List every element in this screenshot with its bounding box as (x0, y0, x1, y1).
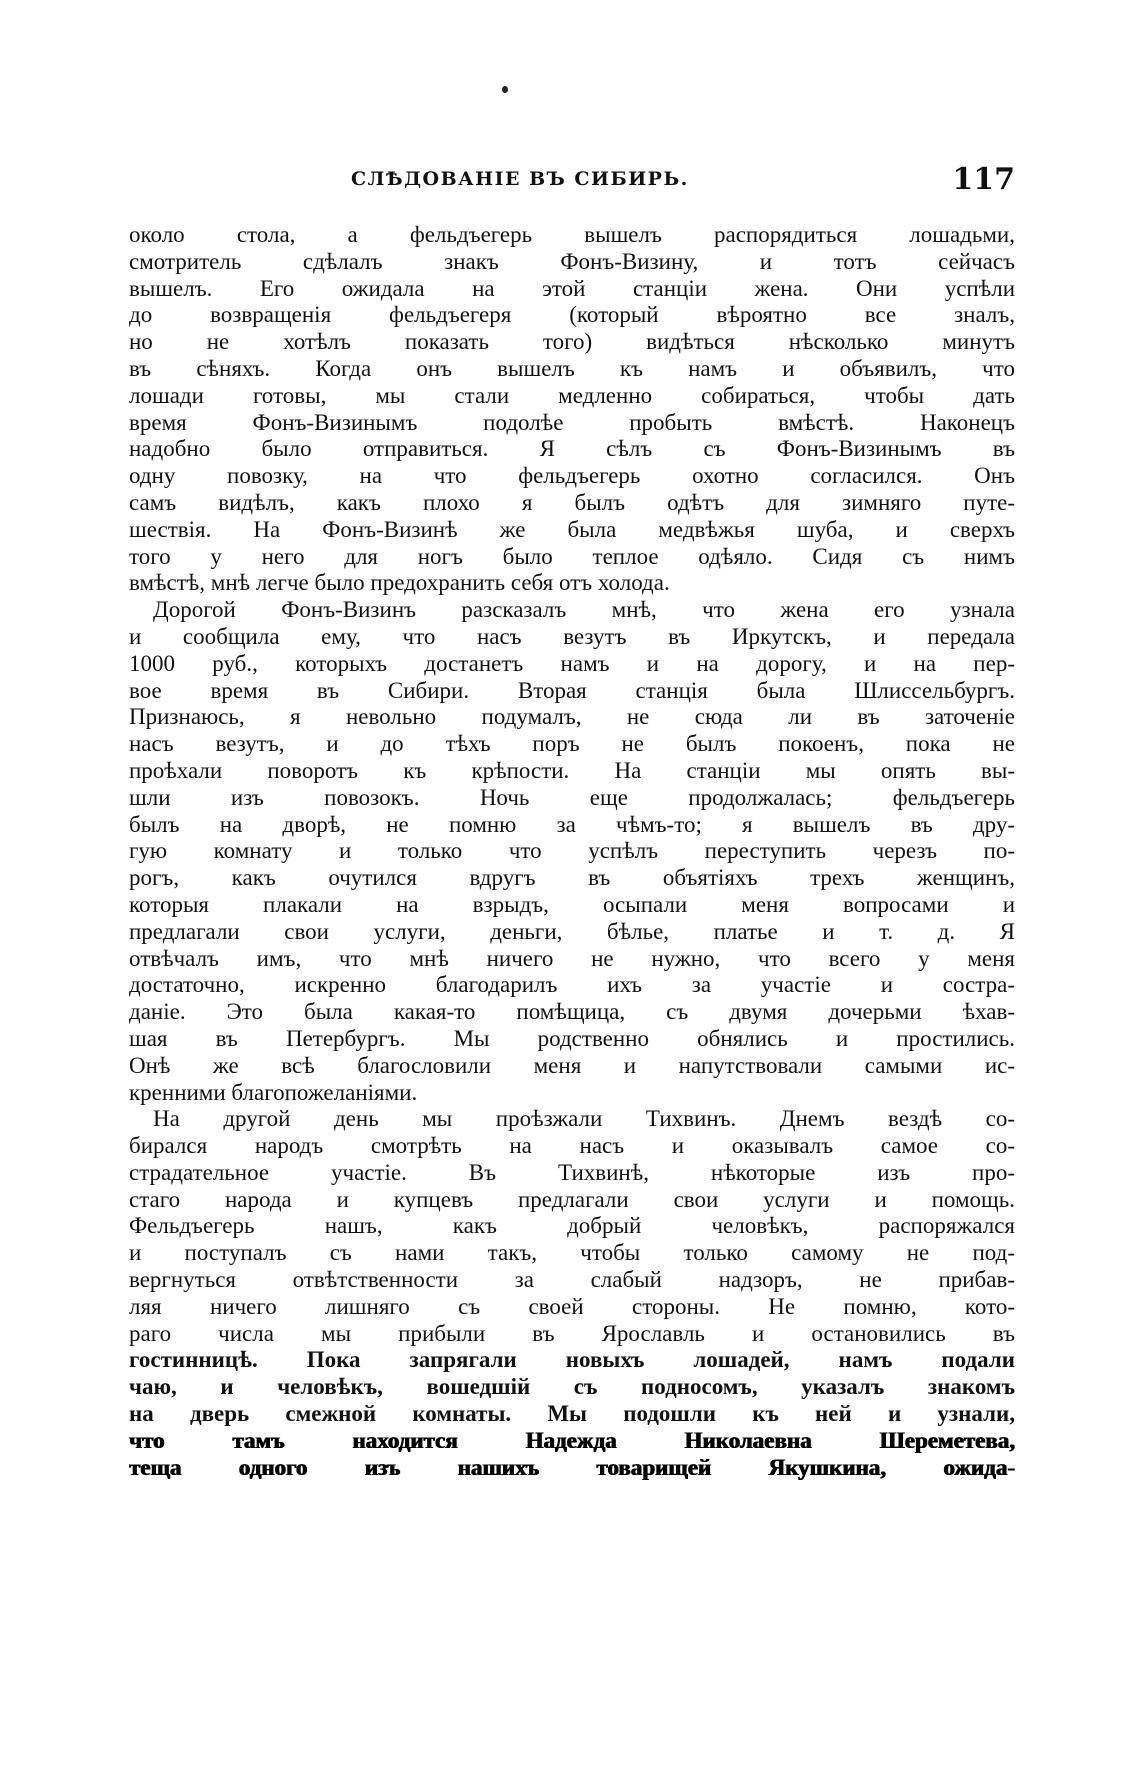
text-line: самъ видѣлъ, какъ плохо я былъ одѣтъ для зимняго путе- (129, 489, 1015, 515)
text-line: бирался народъ смотрѣть на насъ и оказывалъ самое со- (129, 1133, 1015, 1159)
text-line: и сообщила ему, что насъ везутъ въ Иркутскъ, и передала (129, 623, 1015, 649)
text-line: шли изъ повозокъ. Ночь еще продолжалась; фельдъегерь (129, 784, 1015, 810)
text-line: теща одного изъ нашихъ товарищей Якушкина, ожида- (129, 1454, 1015, 1480)
text-line: около стола, а фельдъегерь вышелъ распорядиться лошадьми, (129, 222, 1015, 247)
running-title: СЛѢДОВАНІЕ ВЪ СИБИРЬ. (351, 168, 689, 190)
text-line: вмѣстѣ, мнѣ легче было предохранить себя отъ холода. (129, 570, 670, 596)
text-line: стаго народа и купцевъ предлагали свои услуги и помощь. (129, 1186, 1015, 1212)
text-line: что тамъ находится Надежда Николаевна Шереметева, (129, 1427, 1015, 1453)
text-line: даніе. Это была какая-то помѣщица, съ двумя дочерьми ѣхав- (129, 999, 1015, 1025)
text-line: раго числа мы прибыли въ Ярославль и остановились въ (129, 1320, 1015, 1346)
text-line: ляя ничего лишняго съ своей стороны. Не помню, кото- (129, 1293, 1015, 1319)
text-line: Онѣ же всѣ благословили меня и напутствовали самыми ис- (129, 1052, 1015, 1078)
text-line: которыя плакали на взрыдъ, осыпали меня вопросами и (129, 891, 1015, 917)
text-line: страдательное участіе. Въ Тихвинѣ, нѣкоторые изъ про- (129, 1159, 1015, 1185)
text-line: проѣхали поворотъ къ крѣпости. На станціи мы опять вы- (129, 757, 1015, 783)
text-line: вергнуться отвѣтственности за слабый надзоръ, не прибав- (129, 1267, 1015, 1293)
text-line: шествія. На Фонъ-Визинѣ же была медвѣжья шуба, и сверхъ (129, 516, 1015, 542)
text-line: и поступалъ съ нами такъ, чтобы только самому не под- (129, 1240, 1015, 1266)
text-line: кренними благопожеланіями. (129, 1079, 418, 1105)
paragraph (129, 1106, 1015, 1481)
text-line: Фельдъегерь нашъ, какъ добрый человѣкъ, распоряжался (129, 1213, 1015, 1239)
text-line: 1000 руб., которыхъ достанетъ намъ и на дорогу, и на пер- (129, 650, 1015, 676)
text-line: былъ на дворѣ, не помню за чѣмъ-то; я вышелъ въ дру- (129, 811, 1015, 837)
text-line: вое время въ Сибири. Вторая станція была Шлиссельбургъ. (129, 677, 1015, 703)
text-line: надобно было отправиться. Я сѣлъ съ Фонъ-Визинымъ въ (129, 436, 1015, 462)
page-number: 117 (952, 162, 1015, 197)
page-header (129, 162, 1015, 202)
text-line: смотритель сдѣлалъ знакъ Фонъ-Визину, и тотъ сейчасъ (129, 248, 1015, 274)
text-line: до возвращенія фельдъегеря (который вѣроятно все зналъ, (129, 302, 1015, 328)
text-line: того у него для ногъ было теплое одѣяло. Сидя съ нимъ (129, 543, 1015, 569)
text-line: одну повозку, на что фельдъегерь охотно согласился. Онъ (129, 463, 1015, 489)
text-line: шая въ Петербургъ. Мы родственно обнялись и простились. (129, 1025, 1015, 1051)
text-line: предлагали свои услуги, деньги, бѣлье, платье и т. д. Я (129, 918, 1015, 944)
text-line: въ сѣняхъ. Когда онъ вышелъ къ намъ и объявилъ, что (129, 355, 1015, 381)
text-line: Признаюсь, я невольно подумалъ, не сюда ли въ заточеніе (129, 704, 1015, 730)
text-line: гостинницѣ. Пока запрягали новыхъ лошадей, намъ подали (129, 1347, 1015, 1373)
text-line: лошади готовы, мы стали медленно собираться, чтобы дать (129, 382, 1015, 408)
text-line: чаю, и человѣкъ, вошедшій съ подносомъ, указалъ знакомъ (129, 1374, 1015, 1400)
text-line: вышелъ. Его ожидала на этой станціи жена. Они успѣли (129, 275, 1015, 301)
text-line: время Фонъ-Визинымъ подолѣе пробыть вмѣстѣ. Наконецъ (129, 409, 1015, 435)
text-line: насъ везутъ, и до тѣхъ поръ не былъ покоенъ, пока не (129, 731, 1015, 757)
paragraph (129, 597, 1015, 1106)
body-text (129, 222, 1015, 1481)
text-line: Дорогой Фонъ-Визинъ разсказалъ мнѣ, что жена его узнала (153, 597, 1015, 623)
text-line: достаточно, искренно благодарилъ ихъ за участіе и состра- (129, 972, 1015, 998)
text-line: гую комнату и только что успѣлъ переступить черезъ по- (129, 838, 1015, 864)
text-line: отвѣчалъ имъ, что мнѣ ничего не нужно, что всего у меня (129, 945, 1015, 971)
text-line: на дверь смежной комнаты. Мы подошли къ ней и узнали, (129, 1401, 1015, 1427)
paragraph (129, 222, 1015, 597)
text-line: На другой день мы проѣзжали Тихвинъ. Днемъ вездѣ со- (153, 1106, 1015, 1132)
text-line: рогъ, какъ очутился вдругъ въ объятіяхъ трехъ женщинъ, (129, 865, 1015, 891)
ink-speck (502, 86, 508, 93)
text-line: но не хотѣлъ показать того) видѣться нѣсколько минутъ (129, 329, 1015, 355)
